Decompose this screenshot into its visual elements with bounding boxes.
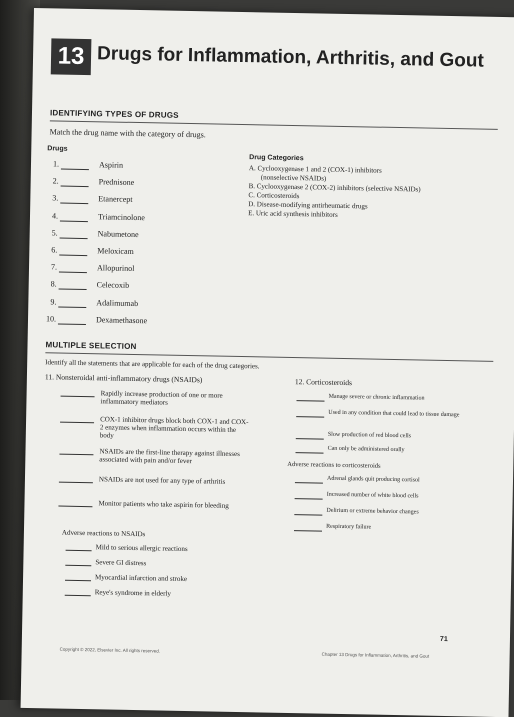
drug-row <box>44 314 204 329</box>
checkbox-blank[interactable] <box>294 514 322 516</box>
checkbox-blank[interactable] <box>296 452 324 454</box>
statement-text: Manage severe or chronic inflammation <box>328 393 425 402</box>
adverse-item <box>65 588 245 601</box>
drug-row <box>45 262 205 277</box>
adverse-text: Reye's syndrome in elderly <box>94 588 171 598</box>
drug-row <box>45 245 205 260</box>
section-heading-identifying: IDENTIFYING TYPES OF DRUGS <box>49 108 179 120</box>
checkbox-blank[interactable] <box>297 400 325 402</box>
drug-number: 9. <box>50 296 57 307</box>
checkbox-blank[interactable] <box>65 580 91 581</box>
chapter-header <box>51 38 514 72</box>
section-heading-multiple: MULTIPLE SELECTION <box>45 340 137 352</box>
answer-blank[interactable] <box>61 169 89 171</box>
categories-header: Drug Categories <box>249 154 304 163</box>
checkbox-blank[interactable] <box>59 482 93 484</box>
drug-name: Etanercept <box>98 194 133 205</box>
adverse-text: Delirium or extreme behavior changes <box>326 507 419 516</box>
checkbox-blank[interactable] <box>294 530 322 532</box>
drug-row <box>47 176 207 191</box>
checkbox-blank[interactable] <box>61 396 95 398</box>
chapter-number: 13 <box>51 38 92 75</box>
checkbox-blank[interactable] <box>295 498 323 500</box>
drug-row <box>45 280 205 295</box>
answer-blank[interactable] <box>60 203 88 205</box>
question-title-corticosteroids: 12. Corticosteroids <box>294 377 353 388</box>
drug-name: Meloxicam <box>97 246 134 256</box>
statement-text: Monitor patients who take aspirin for bleeding <box>98 499 229 510</box>
adverse-item <box>66 543 246 556</box>
checkbox-blank[interactable] <box>60 422 94 424</box>
nsaid-adverse-heading: Adverse reactions to NSAIDs <box>61 528 146 539</box>
drug-number: 6. <box>51 245 58 255</box>
drug-name: Dexamethasone <box>95 315 148 326</box>
drugs-header: Drugs <box>47 145 68 153</box>
corticosteroid-adverse-heading: Adverse reactions to corticosteroids <box>287 460 381 470</box>
drug-name: Aspirin <box>98 160 124 170</box>
category-item: A. Cyclooxygenase 1 and 2 (COX-1) inhibitors <box>248 164 382 175</box>
adverse-item <box>295 475 481 489</box>
adverse-text: Mild to serious allergic reactions <box>95 543 188 554</box>
statement-item <box>60 389 260 417</box>
statement-text: Slow production of red blood cells <box>327 431 412 440</box>
drug-row <box>44 297 204 312</box>
statement-text: Used in any condition that could lead to tissue damage <box>328 409 460 419</box>
section-instruction: Identify all the statements that are applicable for each of the drug categories. <box>45 358 260 371</box>
statement-item <box>60 415 260 443</box>
category-item: D. Disease-modifying antirheumatic drugs <box>248 200 368 211</box>
drug-number: 1. <box>52 159 60 169</box>
drug-number: 10. <box>45 314 57 324</box>
chapter-title: Drugs for Inflammation, Arthritis, and Gout <box>96 43 484 72</box>
answer-blank[interactable] <box>58 323 86 325</box>
checkbox-blank[interactable] <box>296 416 324 418</box>
category-item: E. Uric acid synthesis inhibitors <box>248 209 338 219</box>
adverse-text: Myocardial infarction and stroke <box>95 573 188 584</box>
checkbox-blank[interactable] <box>65 565 91 566</box>
drug-row <box>47 159 207 174</box>
adverse-item <box>295 491 481 505</box>
adverse-item <box>294 507 480 521</box>
drug-name: Adalimumab <box>96 297 139 308</box>
statement-text: NSAIDs are the first-line therapy against illnesses associated with pain and/or fever <box>99 447 240 466</box>
adverse-text: Adrenal glands quit producing cortisol <box>326 475 420 484</box>
drug-name: Triamcinolone <box>97 211 145 222</box>
statement-text: NSAIDs are not used for any type of arthritis <box>98 475 226 486</box>
adverse-item <box>65 573 245 586</box>
statement-text: Can only be administered orally <box>327 445 405 454</box>
drug-name: Prednisone <box>98 177 135 188</box>
adverse-text: Severe GI distress <box>95 558 147 568</box>
answer-blank[interactable] <box>59 289 87 291</box>
question-title-nsaids: 11. Nonsteroidal anti-inflammatory drugs (NSAIDs) <box>44 372 203 385</box>
answer-blank[interactable] <box>59 255 87 257</box>
drug-number: 7. <box>50 262 58 272</box>
statement-item <box>296 409 482 429</box>
drug-number: 4. <box>51 210 59 221</box>
adverse-item <box>65 558 245 571</box>
drug-row <box>46 228 206 243</box>
statement-text: Rapidly increase production of one or more inflammatory mediators <box>100 389 223 407</box>
checkbox-blank[interactable] <box>296 438 324 440</box>
adverse-text: Respiratory failure <box>326 523 372 531</box>
drug-number: 8. <box>50 279 57 289</box>
answer-blank[interactable] <box>60 237 88 239</box>
page-number: 71 <box>439 635 448 644</box>
statement-text: COX-1 inhibitor drugs block both COX-1 and COX-2 enzymes when inflammation occurs within the body <box>99 415 249 440</box>
drug-number: 2. <box>52 176 59 186</box>
adverse-text: Increased number of white blood cells <box>326 491 419 500</box>
drug-number: 3. <box>52 193 59 203</box>
statement-item <box>59 447 259 475</box>
checkbox-blank[interactable] <box>58 506 92 508</box>
copyright-notice: Copyright © 2022, Elsevier Inc. All rights reserved. <box>59 646 161 654</box>
answer-blank[interactable] <box>59 272 87 274</box>
statement-item <box>58 499 258 527</box>
drug-name: Nabumetone <box>97 229 139 239</box>
category-item: C. Corticosteroids <box>248 191 300 201</box>
workbook-page <box>21 8 514 717</box>
answer-blank[interactable] <box>61 186 89 188</box>
drug-row <box>46 211 206 226</box>
category-item: B. Cyclooxygenase 2 (COX-2) inhibitors (selective NSAIDs) <box>248 182 421 194</box>
category-item: (nonselective NSAIDs) <box>260 173 327 183</box>
drug-name: Celecoxib <box>96 280 130 291</box>
answer-blank[interactable] <box>58 306 86 308</box>
checkbox-blank[interactable] <box>66 550 92 551</box>
checkbox-blank[interactable] <box>59 454 93 456</box>
section-instruction: Match the drug name with the category of drugs. <box>49 127 206 140</box>
chapter-reference: Chapter 13 Drugs for Inflammation, Arthritis, and Gout <box>321 651 430 659</box>
checkbox-blank[interactable] <box>65 595 91 596</box>
drug-name: Allopurinol <box>96 263 135 274</box>
drug-row <box>46 194 206 209</box>
drug-number: 5. <box>51 228 58 238</box>
adverse-item <box>294 523 480 537</box>
checkbox-blank[interactable] <box>295 482 323 484</box>
answer-blank[interactable] <box>60 220 88 222</box>
